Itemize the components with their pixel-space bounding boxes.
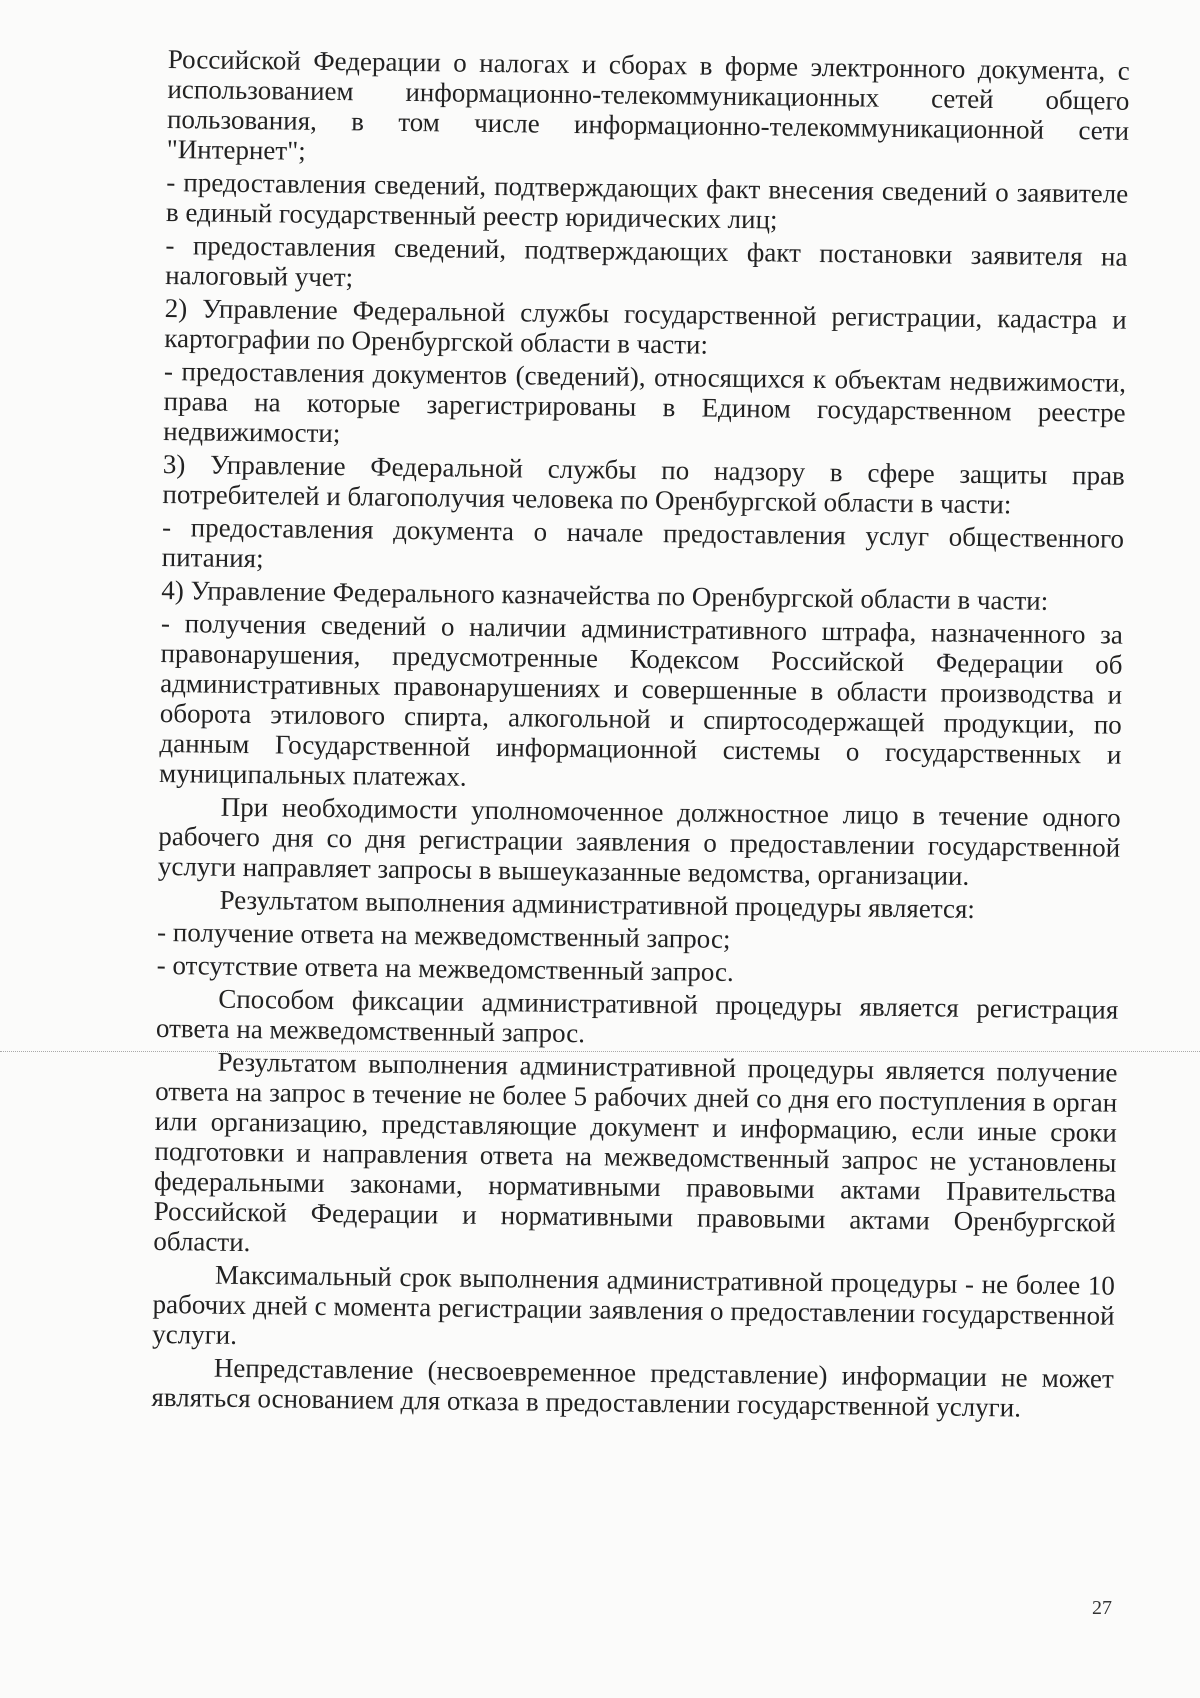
paragraph-14: Способом фиксации административной процедуры является регистрация ответа на межведомственный запрос.	[155, 983, 1119, 1049]
paragraph-5: - предоставления документов (сведений), относящихся к объектам недвижимости, права на которые зарегистрированы в Едином государственном реестре недвижимости;	[163, 355, 1127, 449]
paragraph-2: - предоставления сведений, подтверждающих факт внесения сведений о заявителе в единый государственный реестр юридических лиц;	[165, 166, 1129, 235]
paragraph-8: 4) Управление Федерального казначейства по Оренбургской области в части:	[161, 574, 1049, 616]
paragraph-17: Непредставление (несвоевременное представление) информации не может являться основанием для отказа в предоставлении государственной услуги.	[151, 1352, 1114, 1423]
paragraph-4: 2) Управление Федеральной службы государственной регистрации, кадастра и картографии по Оренбургской области в части:	[164, 292, 1127, 360]
paragraph-15: Результатом выполнения административной процедуры является получение ответа на запрос в течение не более 5 рабочих дней со дня его поступления в орган или организацию, представляющие документ и информацию, если иные сроки подготовки и направления ответа на межведомственный запрос не установлены федеральными законами, нормативными правовыми актами Правительства Российской Федерации и нормативными правовыми актами Оренбургской области.	[153, 1046, 1118, 1258]
page-number: 27	[1092, 1597, 1112, 1619]
paragraph-16: Максимальный срок выполнения административной процедуры - не более 10 рабочих дней с момента регистрации заявления о предоставлении государственной услуги.	[152, 1259, 1116, 1350]
scan-divider	[0, 1051, 1200, 1052]
paragraph-11: Результатом выполнения административной процедуры является:	[219, 884, 976, 924]
paragraph-3: - предоставления сведений, подтверждающих факт постановки заявителя на налоговый учет;	[164, 229, 1128, 293]
document-body	[151, 44, 1130, 1427]
paragraph-6: 3) Управление Федеральной службы по надзору в сфере защиты прав потребителей и благополучия человека по Оренбургской области в части:	[162, 448, 1125, 520]
paragraph-12: - получение ответа на межведомственный запрос;	[156, 916, 731, 954]
paragraph-7: - предоставления документа о начале предоставления услуг общественного питания;	[161, 511, 1125, 574]
paragraph-1: Российской Федерации о налогах и сборах в форме электронного документа, с использованием информационно-телекоммуникационных сетей общего пользования, в том числе информационно-телекоммуникационной сети "Интернет";	[166, 44, 1130, 166]
paragraph-10: При необходимости уполномоченное должностное лицо в течение одного рабочего дня со дня регистрации заявления о предоставлении государственной услуги направляет запросы в вышеуказанные ведомства, организации.	[157, 791, 1121, 891]
paragraph-13: - отсутствие ответа на межведомственный запрос.	[156, 949, 734, 987]
paragraph-9: - получения сведений о наличии административного штрафа, назначенного за правонарушения, предусмотренные Кодексом Российской Федерации об административных правонарушениях и совершенные в области производства и оборота этилового спирта, алкогольной и спиртосодержащей продукции, по данным Государственной информационной системы о государственных и муниципальных платежах.	[158, 607, 1124, 792]
